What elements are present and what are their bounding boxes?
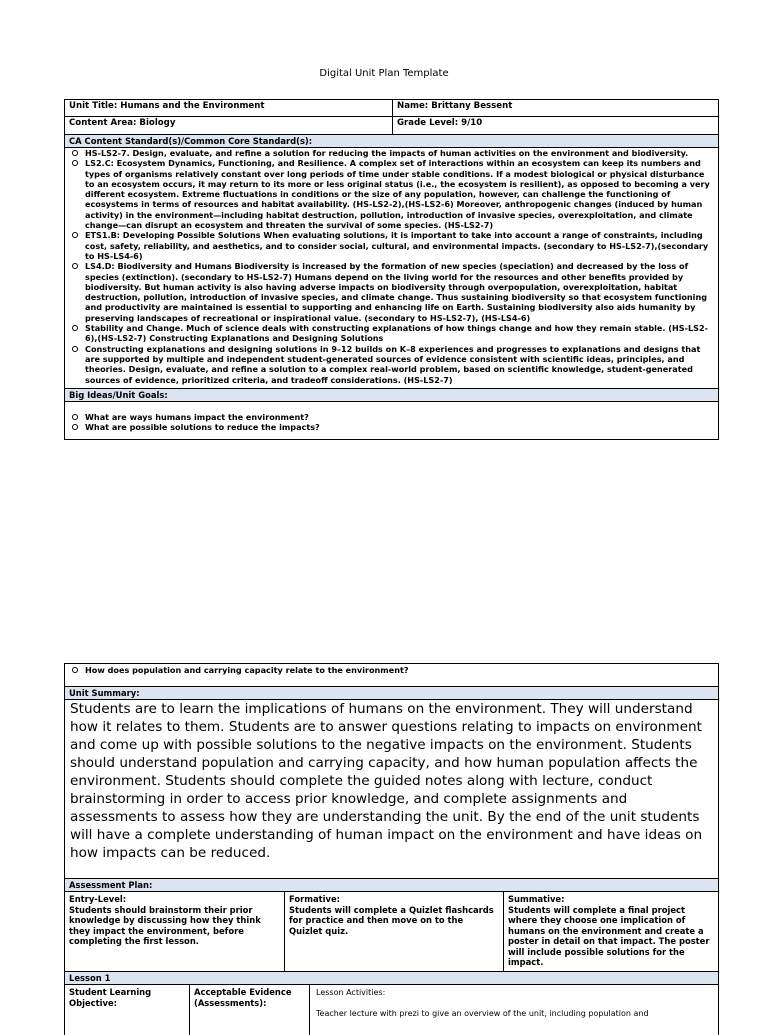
entry-level-cell: [65, 892, 284, 971]
formative-cell: [284, 892, 503, 971]
assessment-plan-label: Assessment Plan:: [65, 879, 718, 892]
evidence-label: Acceptable Evidence (Assessments):: [194, 987, 292, 1008]
teacher-name: Name: Brittany Bessent: [392, 100, 718, 116]
standards-label: CA Content Standard(s)/Common Core Standard(s):: [65, 135, 718, 148]
header-row-2: [65, 117, 718, 135]
formative-label: Formative:: [289, 894, 341, 904]
big-ideas-section: [65, 389, 718, 439]
summative-cell: [503, 892, 718, 971]
standard-item: Constructing explanations and designing solutions in 9–12 builds on K–8 experiences and progresses to explanations and designs that are supported by multiple and independent student-generated sources of evidence consistent with scientific ideas, principles, and theories. Design, evaluate, and refine a solution to a complex real-world problem, based on scientific knowledge, student-generated sources of evidence, prioritized criteria, and tradeoff considerations. (HS-LS2-7): [85, 344, 712, 385]
standards-list: [65, 148, 718, 388]
lesson-1-label: Lesson 1: [65, 972, 718, 985]
grade-level: Grade Level: 9/10: [392, 117, 718, 134]
content-area: Content Area: Biology: [69, 118, 176, 128]
big-ideas-list: [65, 402, 718, 436]
goal-item: What are possible solutions to reduce the impacts?: [85, 422, 712, 432]
formative-text: Students will complete a Quizlet flashcards for practice and then move on to the Quizlet quiz.: [289, 904, 494, 936]
summative-label: Summative:: [508, 894, 565, 904]
activities-text: Teacher lecture with prezi to give an overview of the unit, including population and: [316, 1009, 649, 1018]
goal-item: How does population and carrying capacity relate to the environment?: [85, 665, 712, 675]
standard-item: LS2.C: Ecosystem Dynamics, Functioning, and Resilience. A complex set of interactions within an ecosystem can keep its numbers and types of organisms relatively constant over long periods of time under stable conditions. If a modest biological or physical disturbance to an ecosystem occurs, it may return to its more or less original status (i.e., the ecosystem is resilient), as opposed to becoming a very different ecosystem. Extreme fluctuations in conditions or the size of any population, however, can challenge the functioning of ecosystems in terms of resources and habitat availability. (HS-LS2-2),(HS-LS2-6) Moreover, anthropogenic changes (induced by human activity) in the environment—including habitat destruction, pollution, introduction of invasive species, overexploitation, and climate change—can disrupt an ecosystem and threaten the survival of some species. (HS-LS2-7): [85, 158, 712, 230]
standard-item: HS-LS2-7. Design, evaluate, and refine a solution for reducing the impacts of human activities on the environment and biodiversity.: [85, 148, 712, 158]
goal-item: What are ways humans impact the environment?: [85, 412, 712, 422]
summative-text: Students will complete a final project where they choose one implication of humans on the environment and create a poster in detail on that impact. The poster will include possible solutions for the impact.: [508, 904, 710, 967]
unit-summary-text: Students are to learn the implications of humans on the environment. They will understand how it relates to them. Students are to answer questions relating to impacts on environment and come up with possible solutions to the negative impacts on the environment. Students should understand population and carrying capacity, and how human population affects the environment. Students should complete the guided notes along with lecture, conduct brainstorming in order to access prior knowledge, and complete assignments and assessments to assess how they are understanding the unit. By the end of the unit students will have a complete understanding of human impact on the environment and have ideas on how impacts can be reduced.: [65, 700, 718, 879]
unit-plan-table-continued: [64, 663, 719, 1035]
entry-level-text: Students should brainstorm their prior knowledge by discussing how they think they impact the environment, before completing the first lesson.: [69, 904, 261, 946]
header-row-1: [65, 100, 718, 117]
evidence-cell: [189, 985, 309, 1035]
document-title: Digital Unit Plan Template: [319, 68, 449, 79]
slo-cell: [65, 985, 189, 1035]
standard-item: ETS1.B: Developing Possible Solutions When evaluating solutions, it is important to take into account a range of constraints, including cost, safety, reliability, and aesthetics, and to consider social, cultural, and environmental impacts. (secondary to HS-LS2-7),(secondary to HS-LS4-6): [85, 230, 712, 261]
activities-label: Lesson Activities:: [316, 988, 386, 997]
assessment-row: [65, 892, 718, 972]
unit-plan-table: [64, 99, 719, 440]
big-ideas-label: Big Ideas/Unit Goals:: [65, 389, 718, 402]
standard-item: LS4.D: Biodiversity and Humans Biodiversity is increased by the formation of new species (speciation) and decreased by the loss of species (extinction). (secondary to HS-LS2-7) Humans depend on the living world for the resources and other benefits provided by biodiversity. But human activity is also having adverse impacts on biodiversity through overpopulation, overexploitation, habitat destruction, pollution, introduction of invasive species, and climate change. Thus sustaining biodiversity so that ecosystem functioning and productivity are maintained is essential to supporting and enhancing life on Earth. Sustaining biodiversity also aids humanity by preserving landscapes of recreational or inspirational value. (secondary to HS-LS2-7), (HS-LS4-6): [85, 261, 712, 323]
entry-level-label: Entry-Level:: [69, 894, 127, 904]
unit-title: Unit Title: Humans and the Environment: [69, 101, 265, 111]
standard-item: Stability and Change. Much of science deals with constructing explanations of how things change and how they remain stable. (HS-LS2-6),(HS-LS2-7) Constructing Explanations and Designing Solutions: [85, 323, 712, 344]
standards-section: [65, 135, 718, 389]
lesson-1-row: [65, 985, 718, 1035]
unit-summary-label: Unit Summary:: [65, 687, 718, 700]
continued-goals: [65, 664, 718, 687]
activities-cell: [309, 985, 718, 1035]
slo-label: Student Learning Objective:: [69, 987, 152, 1008]
